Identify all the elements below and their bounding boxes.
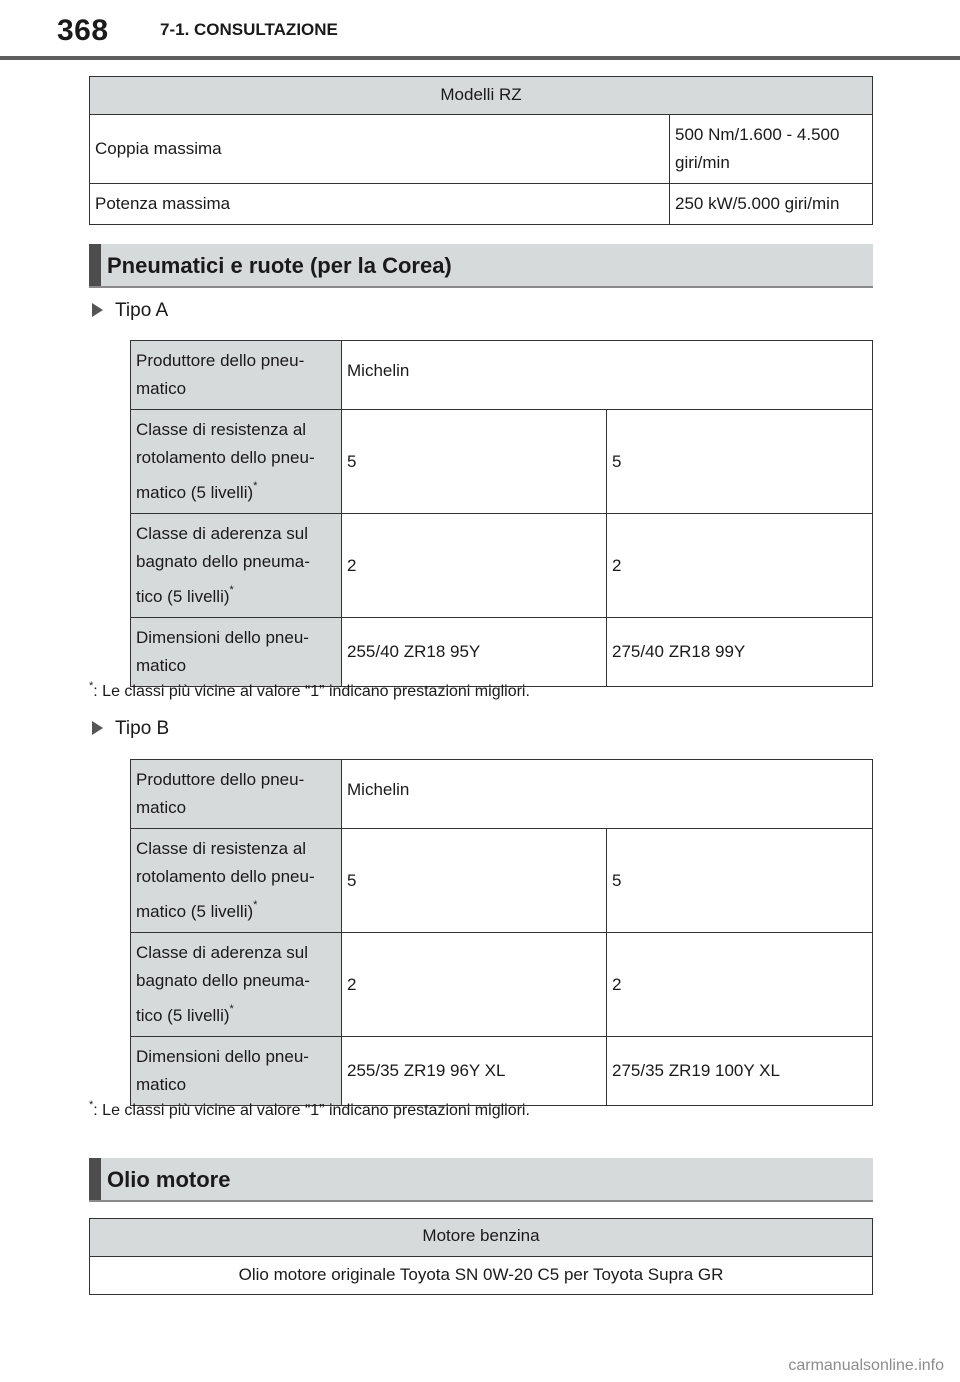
table-row: [131, 341, 873, 410]
header-divider: [0, 56, 960, 60]
table-row: [90, 184, 873, 225]
wet-grip-value-2: 2: [607, 514, 873, 618]
wet-grip-value-1: 2: [342, 514, 607, 618]
rolling-resistance-value-2: 5: [607, 829, 873, 933]
label-line: bagnato dello pneuma-: [136, 552, 310, 571]
section-accent: [89, 244, 101, 286]
max-power-label: Potenza massima: [90, 184, 670, 225]
tire-size-value-2: 275/35 ZR19 100Y XL: [607, 1037, 873, 1106]
rolling-resistance-value-1: 5: [342, 410, 607, 514]
footnote-text: : Le classi più vicine al valore “1” indicano prestazioni migliori.: [93, 1102, 530, 1119]
type-a-table: [130, 340, 873, 687]
table-row: [90, 1257, 873, 1295]
max-torque-value-line2: giri/min: [675, 153, 730, 172]
type-a-label: Tipo A: [115, 300, 169, 321]
rolling-resistance-label: [131, 410, 342, 514]
rz-table-header: Modelli RZ: [90, 77, 873, 115]
section-title: Olio motore: [107, 1167, 231, 1192]
tire-size-label: [131, 618, 342, 687]
oil-table-value: Olio motore originale Toyota SN 0W-20 C5 per Toyota Supra GR: [90, 1257, 873, 1295]
type-a-footnote: [89, 680, 530, 701]
label-text: tico (5 livelli): [136, 587, 230, 606]
label-line: Produttore dello pneu-: [136, 770, 305, 789]
section-accent: [89, 1158, 101, 1200]
wet-grip-label: [131, 514, 342, 618]
label-text: matico (5 livelli): [136, 902, 254, 921]
label-line: rotolamento dello pneu-: [136, 867, 315, 886]
engine-oil-table: [89, 1218, 873, 1295]
label-line: [136, 472, 336, 507]
label-line: [136, 576, 336, 611]
footnote-mark: *: [229, 1003, 234, 1015]
table-row: [131, 933, 873, 1037]
rolling-resistance-label: [131, 829, 342, 933]
max-torque-value: [670, 115, 873, 184]
label-line: matico: [136, 656, 187, 675]
wet-grip-value-1: 2: [342, 933, 607, 1037]
table-row: [90, 1219, 873, 1257]
label-line: [136, 891, 336, 926]
label-line: rotolamento dello pneu-: [136, 448, 315, 467]
max-torque-value-line1: 500 Nm/1.600 - 4.500: [675, 125, 840, 144]
footnote-text: : Le classi più vicine al valore “1” indicano prestazioni migliori.: [93, 683, 530, 700]
oil-table-header: Motore benzina: [90, 1219, 873, 1257]
manufacturer-value: Michelin: [342, 341, 873, 410]
arrow-right-icon: [92, 721, 103, 735]
footnote-mark: *: [253, 899, 258, 911]
label-line: [136, 995, 336, 1030]
label-line: matico: [136, 1075, 187, 1094]
manufacturer-label: [131, 341, 342, 410]
chapter-title: 7-1. CONSULTAZIONE: [160, 20, 338, 39]
label-text: matico (5 livelli): [136, 483, 254, 502]
rz-models-table: [89, 76, 873, 225]
label-line: Classe di aderenza sul: [136, 524, 308, 543]
label-line: Classe di resistenza al: [136, 420, 307, 439]
label-line: matico: [136, 379, 187, 398]
table-row: [131, 514, 873, 618]
label-text: tico (5 livelli): [136, 1006, 230, 1025]
label-line: Dimensioni dello pneu-: [136, 1047, 309, 1066]
tire-size-value-1: 255/40 ZR18 95Y: [342, 618, 607, 687]
table-row: [131, 618, 873, 687]
label-line: bagnato dello pneuma-: [136, 971, 310, 990]
max-power-value: 250 kW/5.000 giri/min: [670, 184, 873, 225]
watermark: carmanualsonline.info: [788, 1357, 944, 1374]
type-b-table: [130, 759, 873, 1106]
label-line: Classe di aderenza sul: [136, 943, 308, 962]
table-row: [131, 1037, 873, 1106]
wet-grip-label: [131, 933, 342, 1037]
label-line: Dimensioni dello pneu-: [136, 628, 309, 647]
page-number: 368: [57, 14, 109, 47]
type-a-heading: [92, 300, 168, 322]
label-line: Produttore dello pneu-: [136, 351, 305, 370]
table-row: [131, 829, 873, 933]
rolling-resistance-value-2: 5: [607, 410, 873, 514]
section-tires-heading: [89, 244, 873, 288]
label-line: matico: [136, 798, 187, 817]
page-header: [0, 0, 960, 64]
tire-size-value-1: 255/35 ZR19 96Y XL: [342, 1037, 607, 1106]
footnote-mark: *: [253, 480, 258, 492]
footnote-mark: *: [229, 584, 234, 596]
manufacturer-value: Michelin: [342, 760, 873, 829]
rolling-resistance-value-1: 5: [342, 829, 607, 933]
table-row: [131, 410, 873, 514]
type-b-footnote: [89, 1099, 530, 1120]
type-b-label: Tipo B: [115, 718, 170, 739]
type-b-heading: [92, 718, 169, 740]
table-row: [90, 115, 873, 184]
arrow-right-icon: [92, 303, 103, 317]
table-row: [131, 760, 873, 829]
tire-size-label: [131, 1037, 342, 1106]
manufacturer-label: [131, 760, 342, 829]
section-oil-heading: [89, 1158, 873, 1202]
wet-grip-value-2: 2: [607, 933, 873, 1037]
footnote-mark: *: [89, 680, 94, 692]
max-torque-label: Coppia massima: [90, 115, 670, 184]
footnote-mark: *: [89, 1099, 94, 1111]
tire-size-value-2: 275/40 ZR18 99Y: [607, 618, 873, 687]
label-line: Classe di resistenza al: [136, 839, 307, 858]
section-title: Pneumatici e ruote (per la Corea): [107, 253, 452, 278]
